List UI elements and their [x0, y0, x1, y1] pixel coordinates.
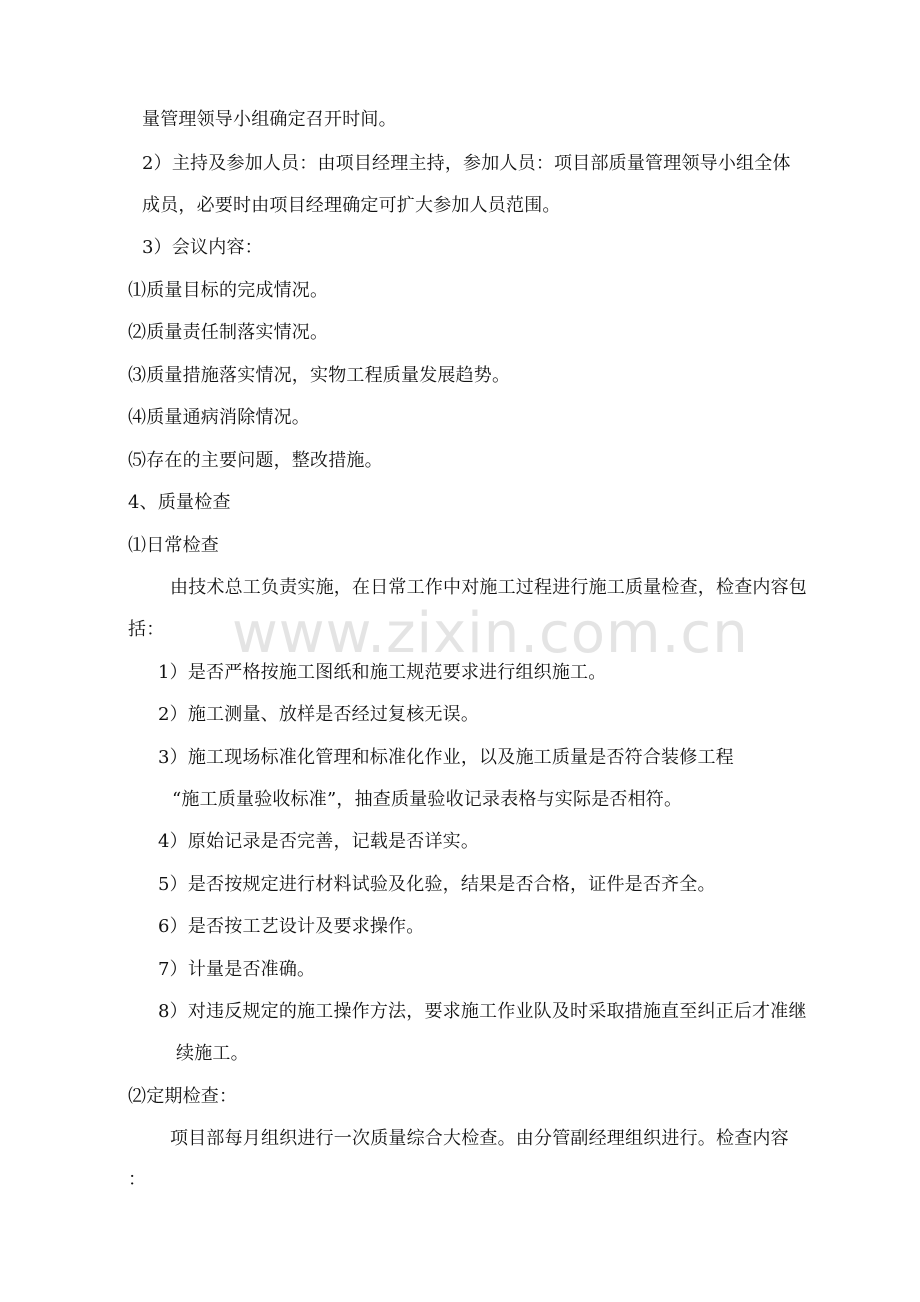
text-line: 3）施工现场标准化管理和标准化作业，以及施工质量是否符合装修工程 — [158, 747, 734, 768]
text-line: 量管理领导小组确定召开时间。 — [142, 109, 397, 130]
text-line: 1）是否严格按施工图纸和施工规范要求进行组织施工。 — [158, 662, 607, 683]
text-line: ⑷质量通病消除情况。 — [128, 407, 310, 428]
text-line: 8）对违反规定的施工操作方法，要求施工作业队及时采取措施直至纠正后才准继 — [158, 1001, 807, 1022]
text-line: 成员，必要时由项目经理确定可扩大参加人员范围。 — [142, 195, 561, 216]
text-line: ⑶质量措施落实情况，实物工程质量发展趋势。 — [128, 365, 511, 386]
text-line: “施工质量验收标准”，抽查质量验收记录表格与实际是否相符。 — [172, 789, 683, 810]
subsection-heading: ⑴日常检查 — [128, 535, 219, 556]
watermark-text: www.zixin.com.cn — [232, 601, 749, 666]
text-line: ： — [128, 1169, 147, 1190]
text-line: 5）是否按规定进行材料试验及化验，结果是否合格，证件是否齐全。 — [158, 874, 716, 895]
text-line: 括： — [128, 619, 165, 640]
text-line: 6）是否按工艺设计及要求操作。 — [158, 916, 425, 937]
text-line: 续施工。 — [176, 1043, 249, 1064]
text-line: 2）施工测量、放样是否经过复核无误。 — [158, 704, 480, 725]
text-line: ⑵质量责任制落实情况。 — [128, 322, 329, 343]
text-line: ⑸存在的主要问题，整改措施。 — [128, 450, 383, 471]
text-line: 2）主持及参加人员：由项目经理主持，参加人员：项目部质量管理领导小组全体 — [142, 153, 791, 174]
text-line: 由技术总工负责实施，在日常工作中对施工过程进行施工质量检查，检查内容包 — [170, 577, 807, 598]
text-line: 3）会议内容： — [142, 237, 263, 258]
text-line: 7）计量是否准确。 — [158, 959, 316, 980]
text-line: ⑴质量目标的完成情况。 — [128, 280, 329, 301]
section-heading: 4、质量检查 — [128, 492, 231, 513]
text-line: 4）原始记录是否完善，记载是否详实。 — [158, 831, 480, 852]
text-line: 项目部每月组织进行一次质量综合大检查。由分管副经理组织进行。检查内容 — [170, 1128, 789, 1149]
subsection-heading: ⑵定期检查： — [128, 1086, 238, 1107]
